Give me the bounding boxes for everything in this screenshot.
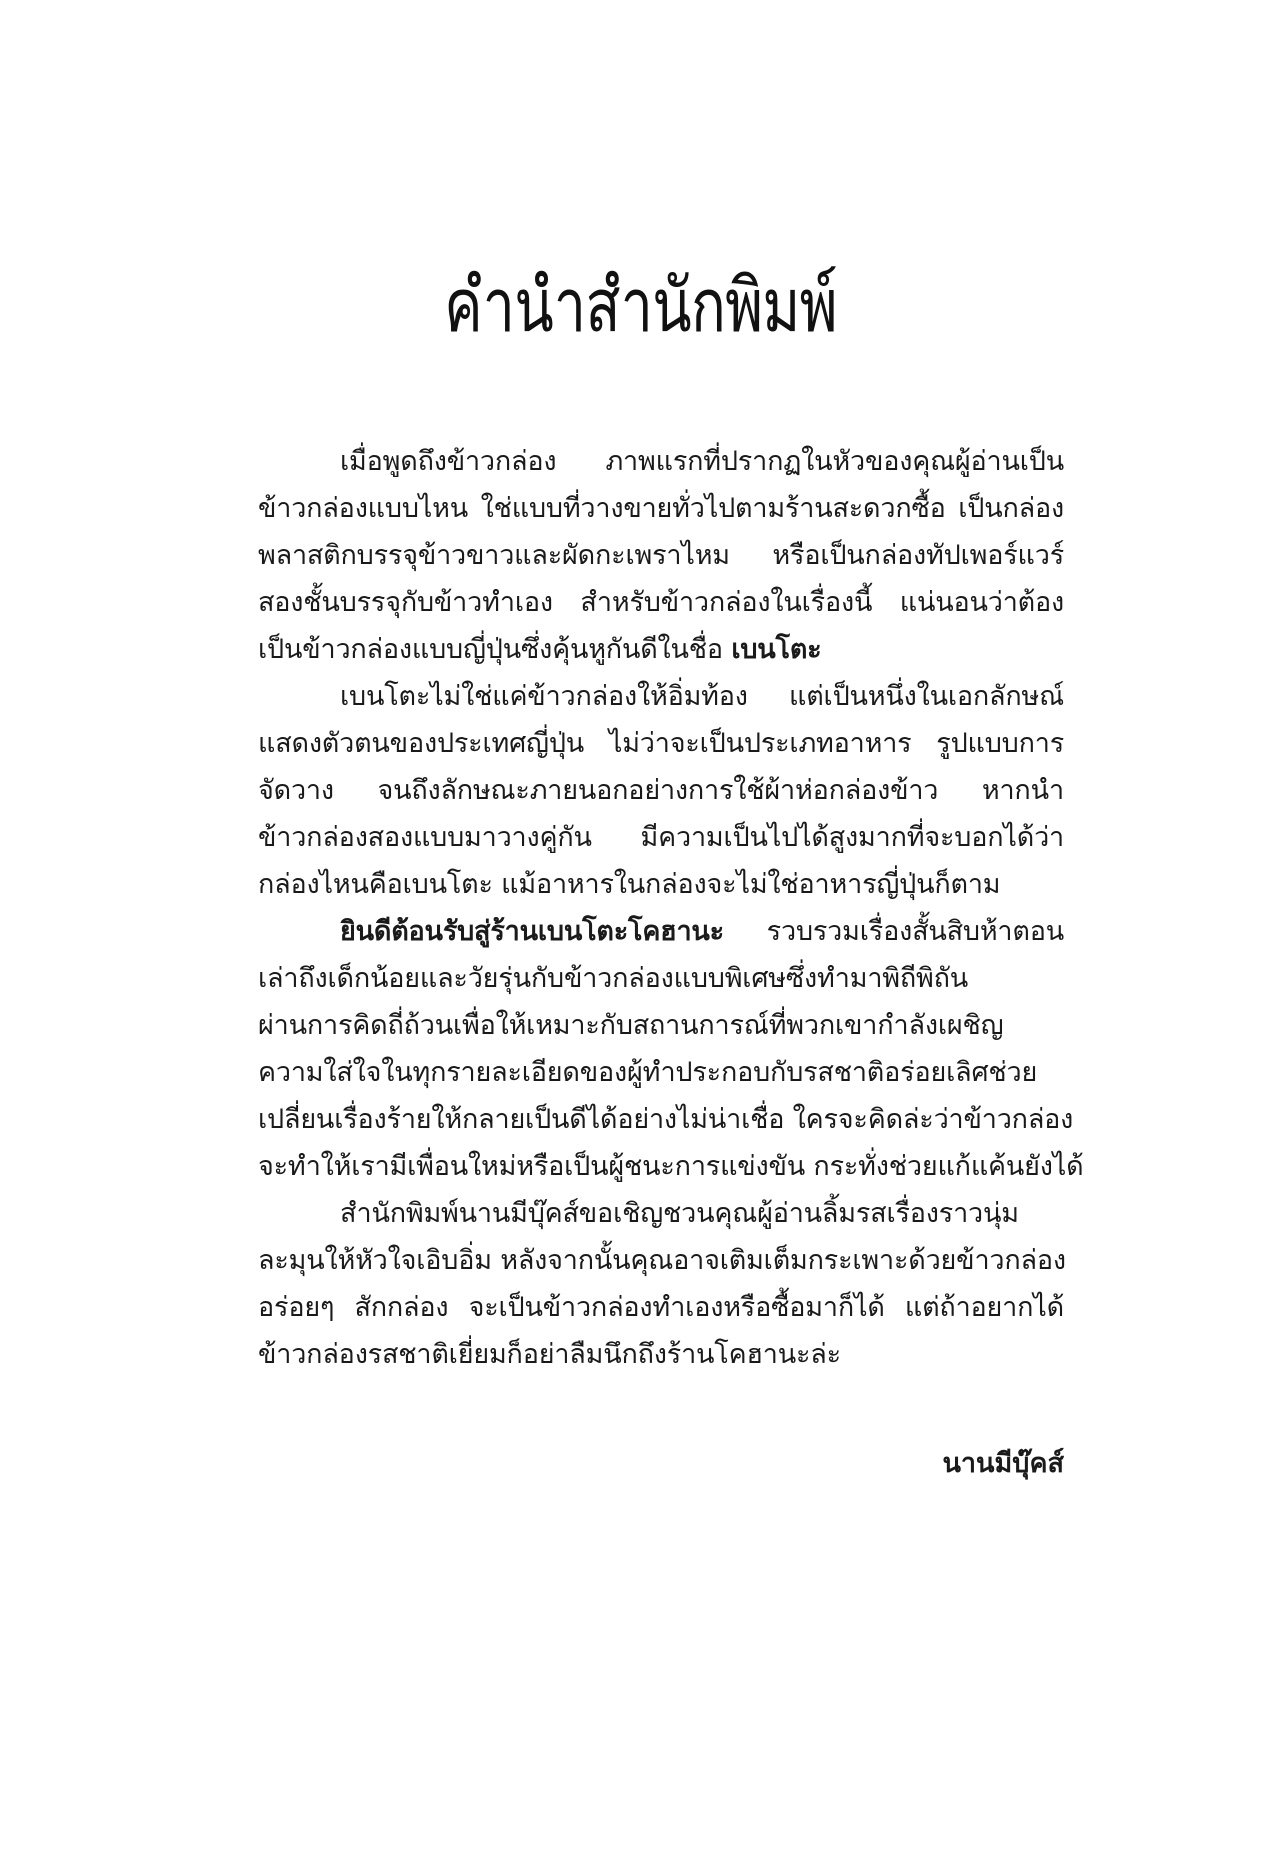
bold-term: เบนโตะ <box>731 634 822 665</box>
text-line: ผ่านการคิดถี่ถ้วนเพื่อให้เหมาะกับสถานการณ์ที่พวกเขากำลังเผชิญ <box>258 1010 1004 1041</box>
text-line: ข้าวกล่องแบบไหน ใช่แบบที่วางขายทั่วไปตามร้านสะดวกซื้อ เป็นกล่อง <box>258 493 1064 524</box>
text-line: แสดงตัวตนของประเทศญี่ปุ่น ไม่ว่าจะเป็นประเภทอาหาร รูปแบบการ <box>258 728 1064 759</box>
text-line: ข้าวกล่องสองแบบมาวางคู่กัน มีความเป็นไปได้สูงมากที่จะบอกได้ว่า <box>258 822 1064 853</box>
book-title-bold: ยินดีต้อนรับสู่ร้านเบนโตะโคฮานะ <box>340 916 724 947</box>
publisher-signature: นานมีบุ๊คส์ <box>942 1448 1064 1479</box>
paragraph-3 <box>258 908 1084 1190</box>
text-line: กล่องไหนคือเบนโตะ แม้อาหารในกล่องจะไม่ใช่อาหารญี่ปุ่นก็ตาม <box>258 869 1001 900</box>
text-line: สำนักพิมพ์นานมีบุ๊คส์ขอเชิญชวนคุณผู้อ่านลิ้มรสเรื่องราวนุ่ม <box>340 1198 1019 1229</box>
text-line: เล่าถึงเด็กน้อยและวัยรุ่นกับข้าวกล่องแบบพิเศษซึ่งทำมาพิถีพิถัน <box>258 963 969 994</box>
text-line: สองชั้นบรรจุกับข้าวทำเอง สำหรับข้าวกล่องในเรื่องนี้ แน่นอนว่าต้อง <box>258 587 1064 618</box>
text-line: เปลี่ยนเรื่องร้ายให้กลายเป็นดีได้อย่างไม่น่าเชื่อ ใครจะคิดล่ะว่าข้าวกล่อง <box>258 1104 1074 1135</box>
text-line: จัดวาง จนถึงลักษณะภายนอกอย่างการใช้ผ้าห่อกล่องข้าว หากนำ <box>258 775 1064 806</box>
text-line: เมื่อพูดถึงข้าวกล่อง ภาพแรกที่ปรากฏในหัวของคุณผู้อ่านเป็น <box>340 446 1064 477</box>
paragraph-1 <box>258 438 1064 673</box>
text-line: พลาสติกบรรจุข้าวขาวและผัดกะเพราไหม หรือเป็นกล่องทัปเพอร์แวร์ <box>258 540 1064 571</box>
paragraph-4 <box>258 1190 1064 1378</box>
text-line: อร่อยๆ สักกล่อง จะเป็นข้าวกล่องทำเองหรือซื้อมาก็ได้ แต่ถ้าอยากได้ <box>258 1292 1064 1323</box>
text-line: จะทำให้เรามีเพื่อนใหม่หรือเป็นผู้ชนะการแข่งขัน กระทั่งช่วยแก้แค้นยังได้ <box>258 1151 1084 1182</box>
text-line: เบนโตะไม่ใช่แค่ข้าวกล่องให้อิ่มท้อง แต่เป็นหนึ่งในเอกลักษณ์ <box>340 681 1064 712</box>
text-line: ความใส่ใจในทุกรายละเอียดของผู้ทำประกอบกับรสชาติอร่อยเลิศช่วย <box>258 1057 1038 1088</box>
text-line: ยินดีต้อนรับสู่ร้านเบนโตะโคฮานะ รวบรวมเรื่องสั้นสิบห้าตอน <box>340 916 1064 947</box>
text-line: เป็นข้าวกล่องแบบญี่ปุ่นซึ่งคุ้นหูกันดีในชื่อ เบนโตะ <box>258 634 822 665</box>
text-line: ข้าวกล่องรสชาติเยี่ยมก็อย่าลืมนึกถึงร้านโคฮานะล่ะ <box>258 1339 841 1370</box>
paragraph-2 <box>258 673 1064 908</box>
text-line: ละมุนให้หัวใจเอิบอิ่ม หลังจากนั้นคุณอาจเติมเต็มกระเพาะด้วยข้าวกล่อง <box>258 1245 1066 1276</box>
foreword-body <box>258 438 1084 1378</box>
page-title: คำนำสำนักพิมพ์ <box>444 263 837 349</box>
